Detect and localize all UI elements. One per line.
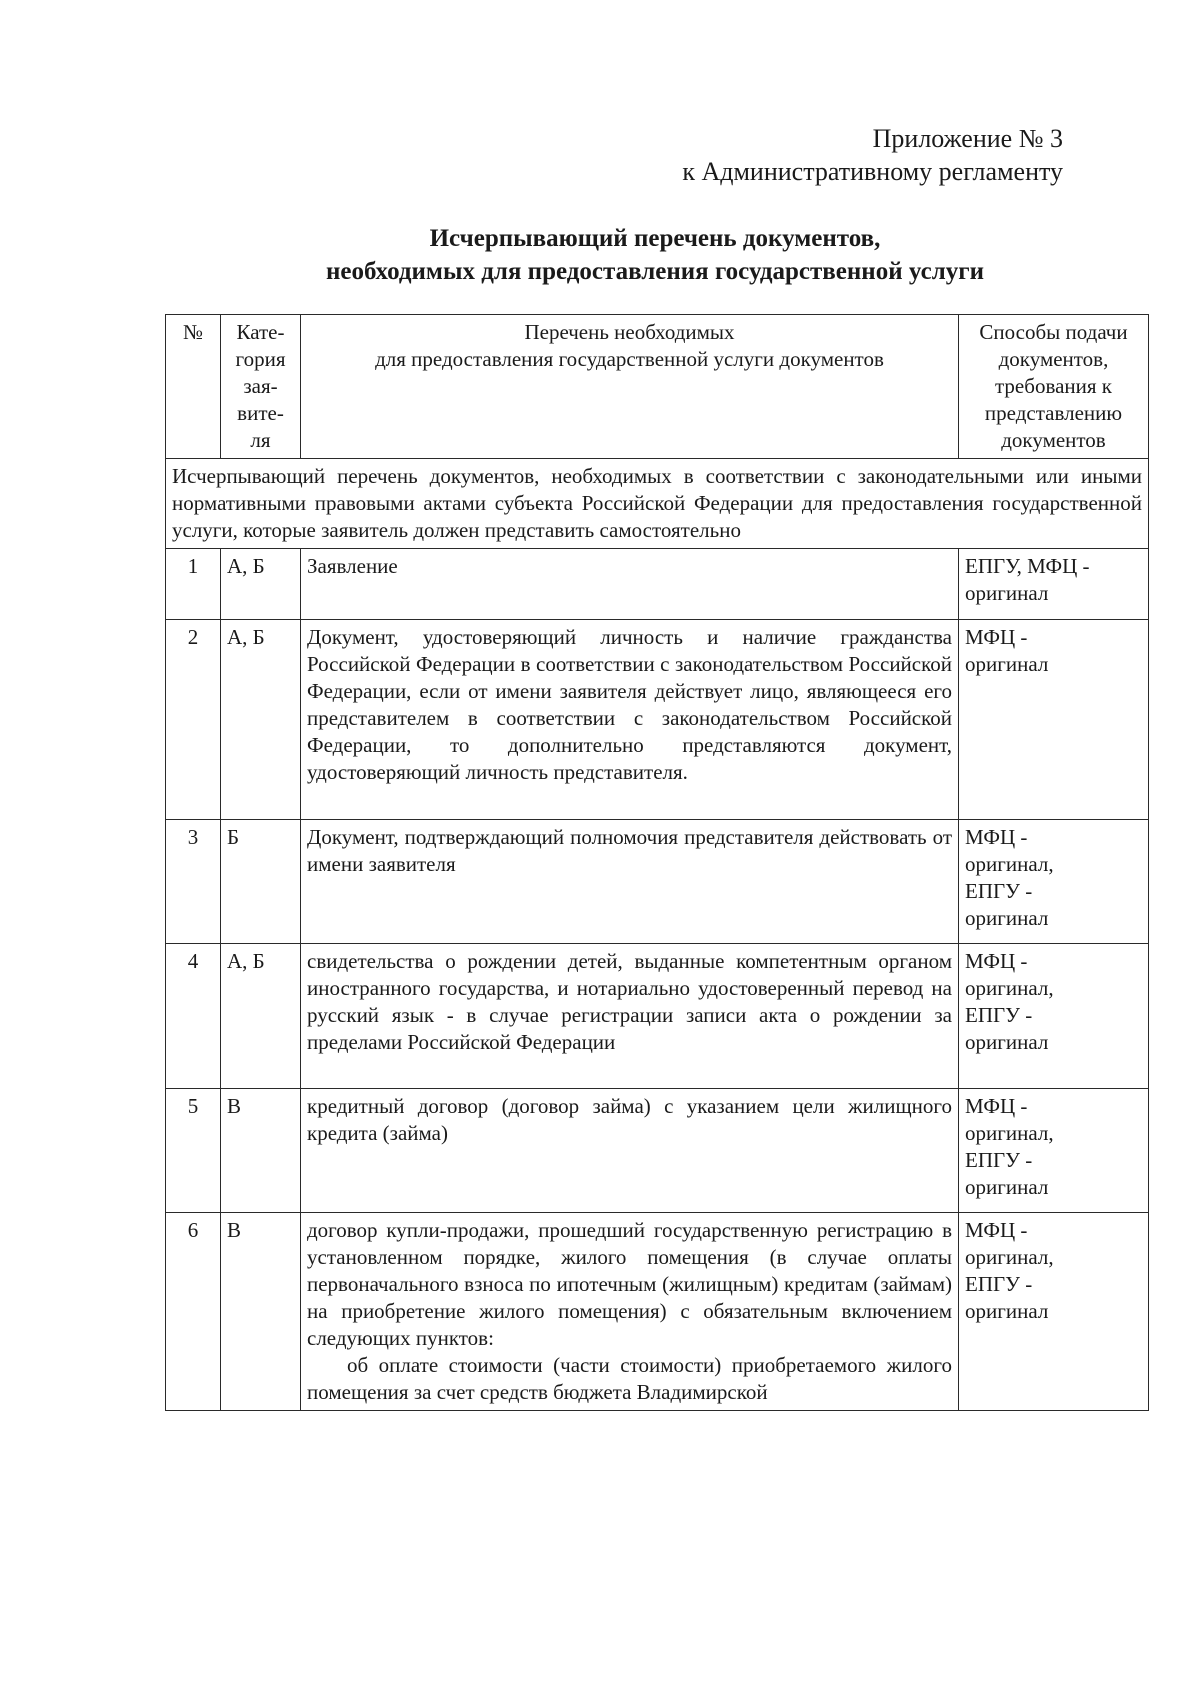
row-document <box>301 820 959 944</box>
section-row <box>166 459 1149 549</box>
row-category: В <box>221 1089 301 1213</box>
row-number: 1 <box>166 549 221 620</box>
row-document <box>301 549 959 620</box>
table-row <box>166 1089 1149 1213</box>
header-category: Кате- гория зая- вите- ля <box>221 315 301 459</box>
table-row <box>166 820 1149 944</box>
document-text: Документ, удостоверяющий личность и наличие гражданства Российской Федерации в соответствии с законодательством Российской Федерации, если от имени заявителя действует лицо, являющееся его представителем в соответствии с законодательством Российской Федерации, то дополнительно представляются документ, удостоверяющий личность представителя. <box>307 625 952 784</box>
row-category: А, Б <box>221 549 301 620</box>
document-subpoint: об оплате стоимости (части стоимости) приобретаемого жилого помещения за счет средств бюджета Владимирской <box>307 1353 952 1404</box>
appendix-number: Приложение № 3 <box>872 124 1063 153</box>
table-row <box>166 620 1149 820</box>
document-text: свидетельства о рождении детей, выданные компетентным органом иностранного государства, и нотариально удостоверенный перевод на русский язык - в случае регистрации записи акта о рождении за пределами Российской Федерации <box>307 949 952 1054</box>
row-category: В <box>221 1213 301 1411</box>
row-category: Б <box>221 820 301 944</box>
row-document <box>301 944 959 1089</box>
documents-table <box>165 314 1149 1411</box>
document-title <box>160 222 1150 288</box>
row-number: 2 <box>166 620 221 820</box>
table-header-row <box>166 315 1149 459</box>
document-text: кредитный договор (договор займа) с указанием цели жилищного кредита (займа) <box>307 1094 952 1145</box>
row-document <box>301 1213 959 1411</box>
row-document <box>301 1089 959 1213</box>
row-method: ЕПГУ, МФЦ - оригинал <box>959 549 1149 620</box>
header-number: № <box>166 315 221 459</box>
title-line-1: Исчерпывающий перечень документов, <box>429 225 881 252</box>
row-document <box>301 620 959 820</box>
table-row <box>166 944 1149 1089</box>
row-number: 5 <box>166 1089 221 1213</box>
row-number: 6 <box>166 1213 221 1411</box>
row-method: МФЦ - оригинал, ЕПГУ - оригинал <box>959 944 1149 1089</box>
row-method: МФЦ - оригинал, ЕПГУ - оригинал <box>959 1213 1149 1411</box>
row-category: А, Б <box>221 944 301 1089</box>
row-number: 3 <box>166 820 221 944</box>
row-category: А, Б <box>221 620 301 820</box>
appendix-header <box>682 122 1063 188</box>
row-method: МФЦ - оригинал, ЕПГУ - оригинал <box>959 1089 1149 1213</box>
row-method: МФЦ - оригинал <box>959 620 1149 820</box>
header-documents: Перечень необходимых для предоставления государственной услуги документов <box>301 315 959 459</box>
appendix-reference: к Административному регламенту <box>682 157 1063 186</box>
document-text: договор купли-продажи, прошедший государственную регистрацию в установленном порядке, жилого помещения (в случае оплаты первоначального взноса по ипотечным (жилищным) кредитам (займам) на приобретение жилого помещения) с обязательным включением следующих пунктов: <box>307 1218 952 1350</box>
row-number: 4 <box>166 944 221 1089</box>
row-method: МФЦ - оригинал, ЕПГУ - оригинал <box>959 820 1149 944</box>
title-line-2: необходимых для предоставления государственной услуги <box>326 258 984 285</box>
header-methods: Способы подачи документов, требования к представлению документов <box>959 315 1149 459</box>
section-description: Исчерпывающий перечень документов, необходимых в соответствии с законодательными или иными нормативными правовыми актами субъекта Российской Федерации для предоставления государственной услуги, которые заявитель должен представить самостоятельно <box>166 459 1149 549</box>
document-text: Документ, подтверждающий полномочия представителя действовать от имени заявителя <box>307 825 952 876</box>
table-row <box>166 1213 1149 1411</box>
document-text: Заявление <box>307 554 398 578</box>
table-row <box>166 549 1149 620</box>
